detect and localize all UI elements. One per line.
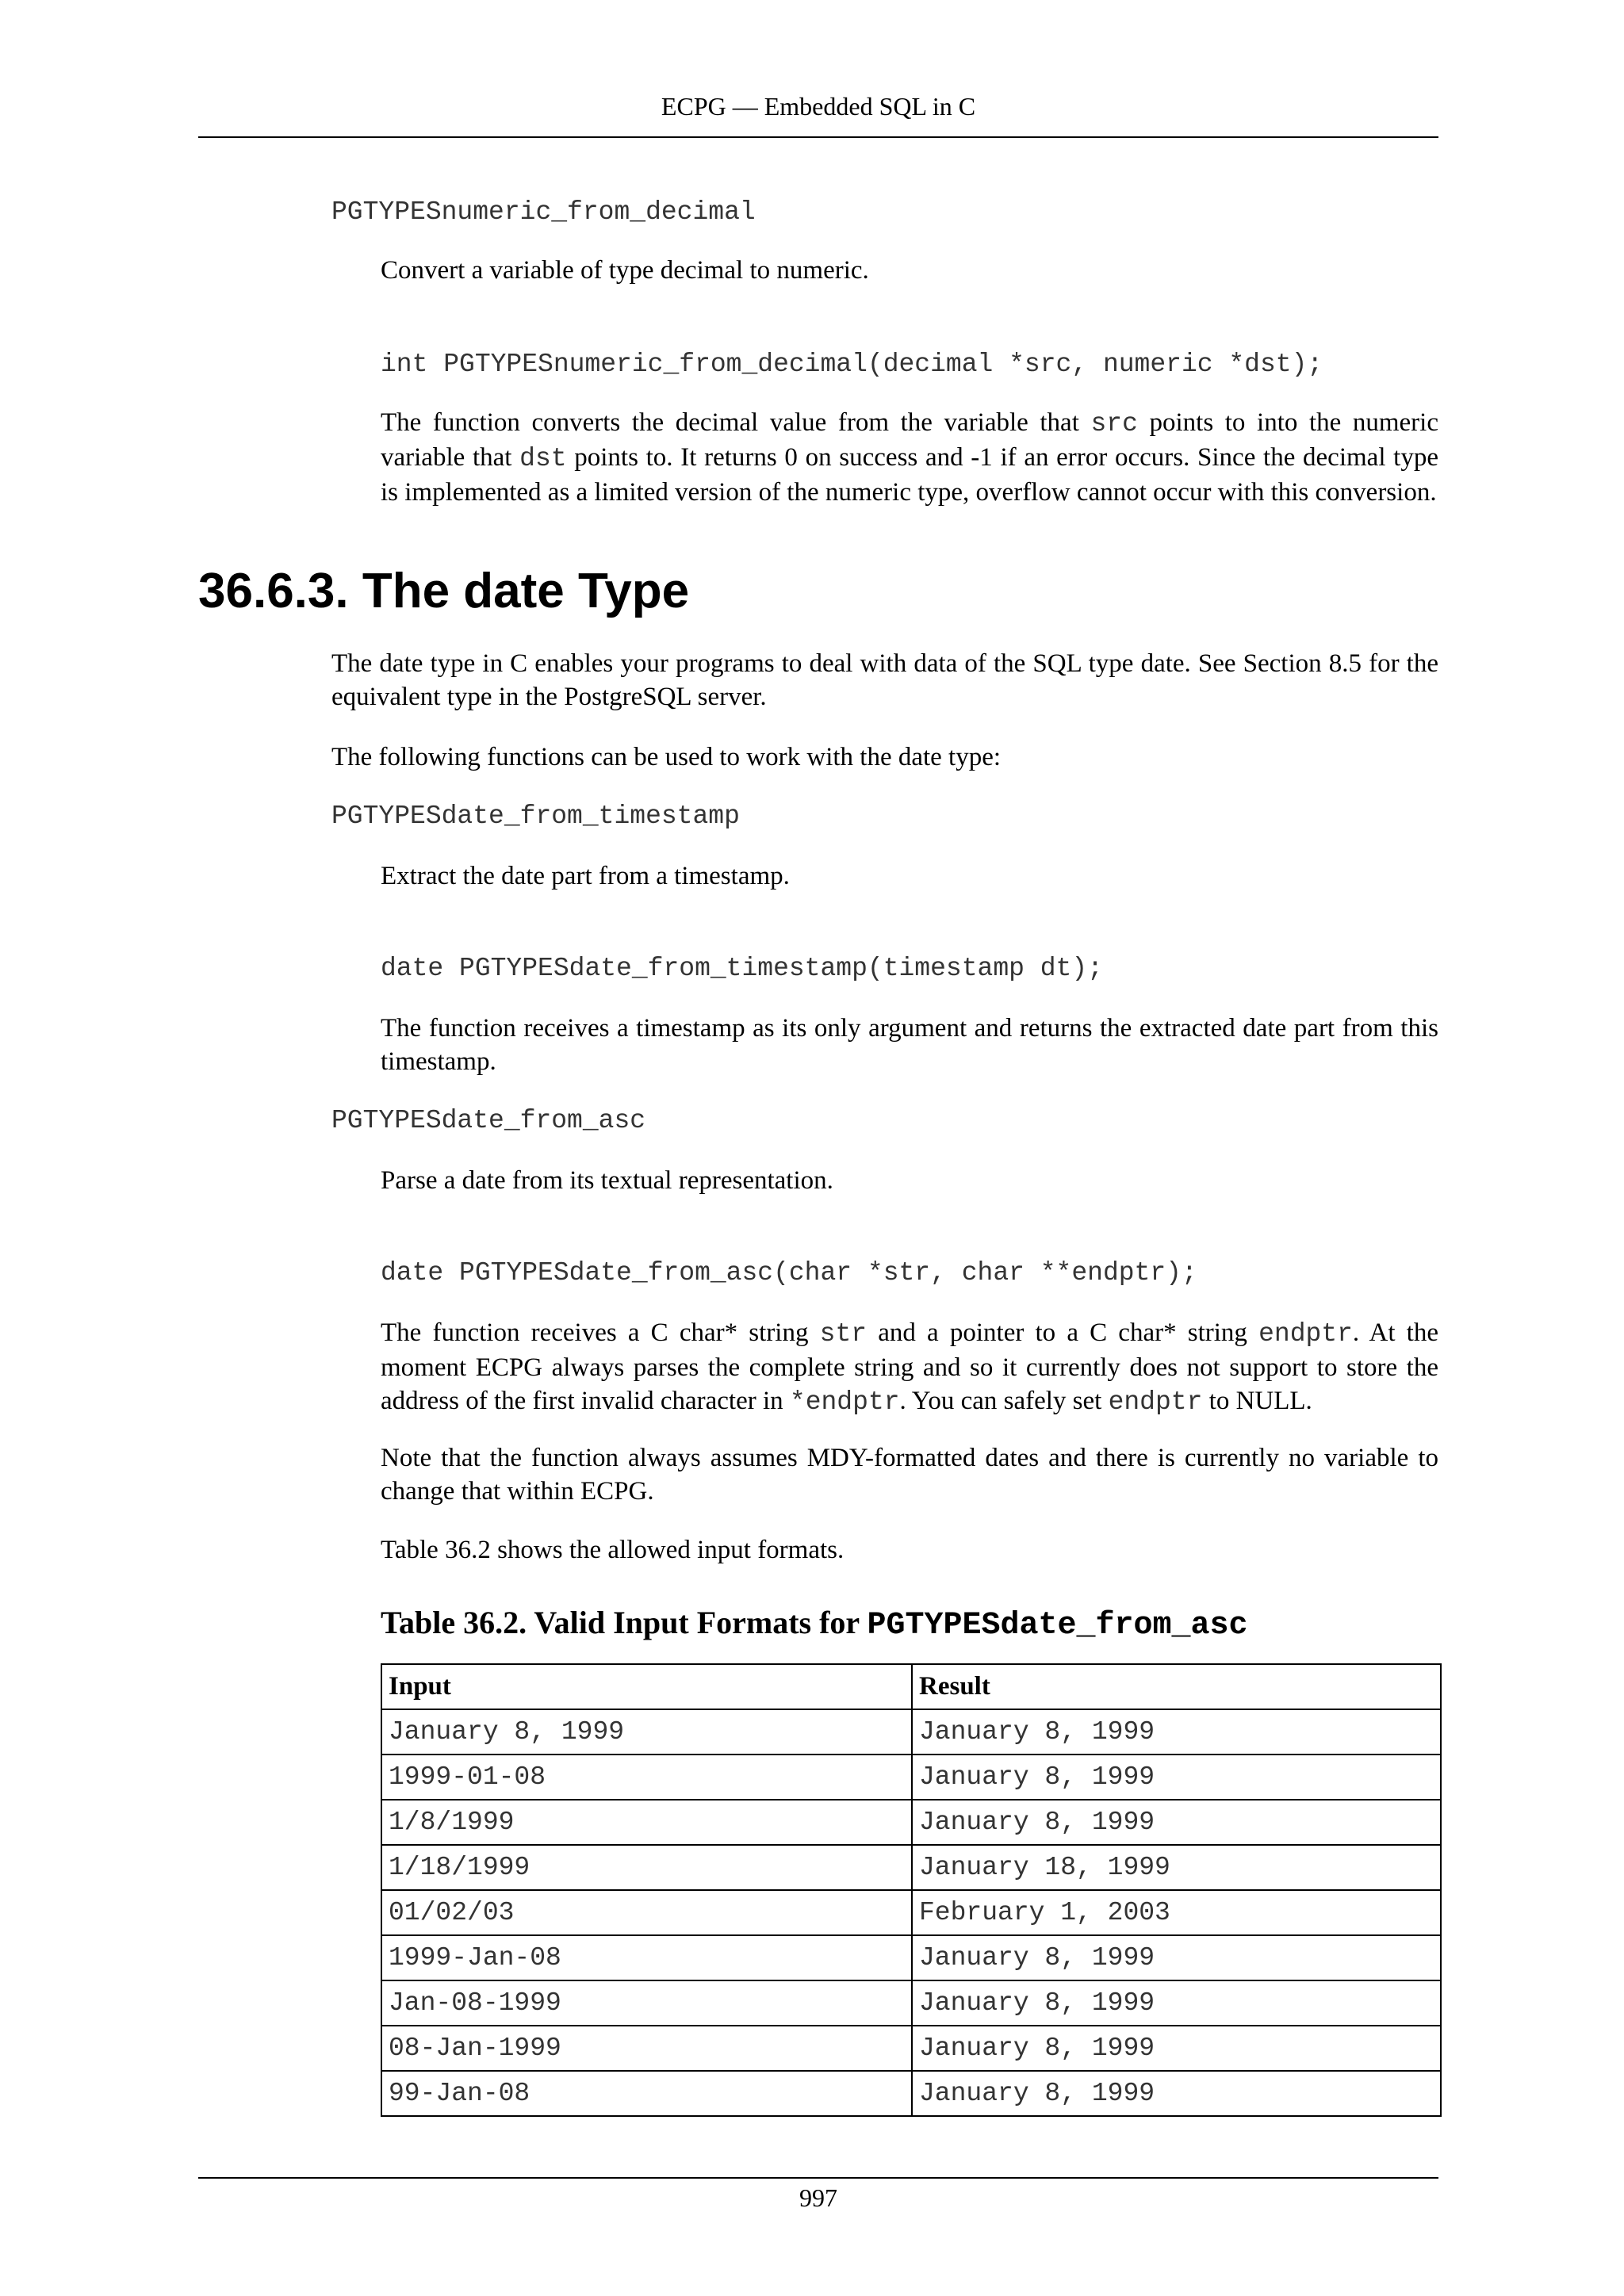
table-row: [381, 2071, 1441, 2116]
cell-result: February 1, 2003: [912, 1890, 1441, 1935]
cell-result: January 8, 1999: [912, 1800, 1441, 1845]
cell-input: Jan-08-1999: [381, 1980, 912, 2026]
cell-result: January 18, 1999: [912, 1845, 1441, 1890]
page-number: 997: [799, 2183, 837, 2212]
synopsis-date-from-asc: date PGTYPESdate_from_asc(char *str, char **endptr);: [381, 1258, 1197, 1288]
cell-result: January 8, 1999: [912, 2026, 1441, 2071]
body-numeric-from-decimal: The function converts the decimal value from the variable that src points to into the numeric variable that dst points to. It returns 0 on success and -1 if an error occurs. Since the decimal type is implemented as a limited version of the numeric type, overflow cannot occur with this conversion.: [381, 408, 1438, 507]
code-src: src: [1090, 409, 1138, 438]
cell-input: January 8, 1999: [381, 1709, 912, 1755]
cell-input: 01/02/03: [381, 1890, 912, 1935]
input-formats-table: [381, 1663, 1442, 2117]
table-row: [381, 1845, 1441, 1890]
table-row: [381, 1755, 1441, 1800]
table-row: [381, 2026, 1441, 2071]
cell-result: January 8, 1999: [912, 1709, 1441, 1755]
section-heading: 36.6.3. The date Type: [198, 564, 690, 618]
table-row: [381, 1890, 1441, 1935]
page-header: ECPG — Embedded SQL in C: [661, 92, 976, 121]
cell-input: 1999-01-08: [381, 1755, 912, 1800]
table-title: Table 36.2. Valid Input Formats for PGTYPESdate_from_asc: [381, 1605, 1248, 1644]
body-date-from-timestamp: The function receives a timestamp as its only argument and returns the extracted date part from this timestamp.: [381, 1014, 1438, 1076]
section-intro-2: The following functions can be used to work with the date type:: [331, 743, 1002, 771]
cell-input: 08-Jan-1999: [381, 2026, 912, 2071]
table-header-row: [381, 1664, 1441, 1709]
code-deref-endptr: *endptr: [789, 1387, 900, 1417]
cell-input: 1/8/1999: [381, 1800, 912, 1845]
code-str: str: [819, 1319, 868, 1349]
table-row: [381, 1800, 1441, 1845]
column-header-input: Input: [381, 1664, 912, 1709]
column-header-result: Result: [912, 1664, 1441, 1709]
cell-input: 1999-Jan-08: [381, 1935, 912, 1980]
cell-result: January 8, 1999: [912, 2071, 1441, 2116]
note-mdy-format: Note that the function always assumes MDY-formatted dates and there is currently no variable to change that within ECPG.: [381, 1444, 1438, 1506]
cell-result: January 8, 1999: [912, 1755, 1441, 1800]
table-reference: Table 36.2 shows the allowed input formats.: [381, 1536, 845, 1564]
table-row: [381, 1980, 1441, 2026]
code-endptr-2: endptr: [1108, 1387, 1203, 1417]
table-title-code: PGTYPESdate_from_asc: [867, 1608, 1248, 1644]
synopsis-date-from-timestamp: date PGTYPESdate_from_timestamp(timestamp dt);: [381, 954, 1103, 983]
desc-date-from-asc: Parse a date from its textual representation.: [381, 1166, 833, 1195]
code-dst: dst: [519, 444, 567, 473]
desc-date-from-timestamp: Extract the date part from a timestamp.: [381, 862, 790, 890]
synopsis-numeric-from-decimal: int PGTYPESnumeric_from_decimal(decimal *src, numeric *dst);: [381, 350, 1323, 379]
code-endptr: endptr: [1258, 1319, 1353, 1349]
table-row: [381, 1709, 1441, 1755]
body-date-from-asc: The function receives a C char* string str and a pointer to a C char* string endptr. At the moment ECPG always parses the complete string and so it currently does not support to store the address of the first invalid character in *endptr. You can safely set endptr to NULL.: [381, 1318, 1438, 1417]
section-intro: The date type in C enables your programs to deal with data of the SQL type date. See Section 8.5 for the equivalent type in the PostgreSQL server.: [331, 649, 1438, 711]
term-date-from-asc: PGTYPESdate_from_asc: [331, 1106, 646, 1135]
cell-result: January 8, 1999: [912, 1980, 1441, 2026]
header-rule: [198, 136, 1438, 138]
term-numeric-from-decimal: PGTYPESnumeric_from_decimal: [331, 197, 756, 227]
cell-input: 1/18/1999: [381, 1845, 912, 1890]
footer-rule: [198, 2177, 1438, 2179]
desc-numeric-from-decimal: Convert a variable of type decimal to numeric.: [381, 256, 869, 285]
cell-result: January 8, 1999: [912, 1935, 1441, 1980]
table-row: [381, 1935, 1441, 1980]
cell-input: 99-Jan-08: [381, 2071, 912, 2116]
term-date-from-timestamp: PGTYPESdate_from_timestamp: [331, 802, 740, 831]
